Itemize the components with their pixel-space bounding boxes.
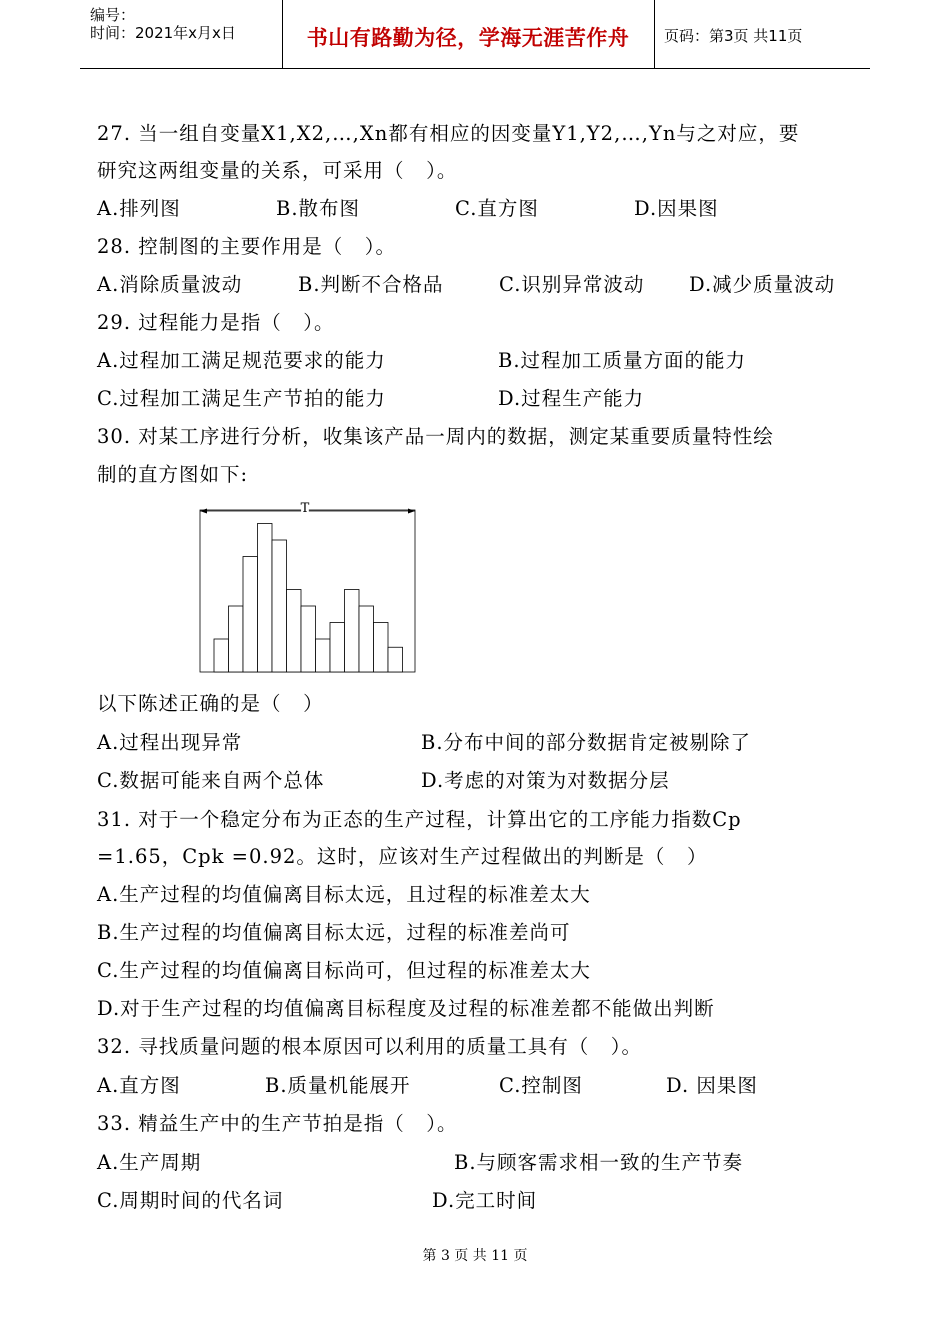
histogram-bar (345, 590, 360, 673)
q32-text: 32. 寻找质量问题的根本原因可以利用的质量工具有（ ）。 (97, 1035, 643, 1058)
q33-option-c: C.周期时间的代名词 (97, 1189, 284, 1212)
motto: 书山有路勤为径，学海无涯苦作舟 (306, 26, 630, 50)
histogram-bar (229, 606, 244, 672)
q27-option-c: C.直方图 (455, 197, 539, 220)
histogram-bars (214, 524, 403, 673)
q27-text-1: 27. 当一组自变量X1,X2,…,Xn都有相应的因变量Y1,Y2,…,Yn与之对应，要 (97, 122, 800, 145)
q31-option-d: D.对于生产过程的均值偏离目标程度及过程的标准差都不能做出判断 (97, 997, 715, 1020)
q32-option-c: C.控制图 (499, 1074, 583, 1097)
histogram-bar (214, 639, 229, 672)
q29-text: 29. 过程能力是指（ ）。 (97, 311, 335, 334)
histogram-bar (359, 606, 374, 672)
q30-stem: 以下陈述正确的是（ ） (97, 692, 324, 715)
q30-option-d: D.考虑的对策为对数据分层 (421, 769, 670, 792)
q29-option-d: D.过程生产能力 (498, 387, 645, 410)
histogram-bar (316, 639, 331, 672)
page-footer: 第 3 页 共 11 页 (422, 1248, 528, 1264)
q30-option-b: B.分布中间的部分数据肯定被剔除了 (421, 731, 752, 754)
histogram-bar (243, 557, 258, 673)
q27-option-a: A.排列图 (97, 197, 181, 220)
q30-option-a: A.过程出现异常 (97, 731, 243, 754)
histogram-bar (258, 524, 273, 673)
q28-option-a: A.消除质量波动 (97, 273, 243, 296)
histogram-bar (272, 540, 287, 672)
q31-option-b: B.生产过程的均值偏离目标太远，过程的标准差尚可 (97, 921, 571, 944)
histogram-bar (301, 606, 316, 672)
time-label: 时间：2021年x月x日 (90, 24, 236, 42)
q29-option-b: B.过程加工质量方面的能力 (498, 349, 747, 372)
q33-option-a: A.生产周期 (97, 1151, 202, 1174)
q28-option-d: D.减少质量波动 (689, 273, 836, 296)
q30-text-1: 30. 对某工序进行分析，收集该产品一周内的数据，测定某重要质量特性绘 (97, 425, 774, 448)
q32-option-b: B.质量机能展开 (265, 1074, 411, 1097)
q30-text-2: 制的直方图如下: (97, 463, 249, 486)
header-page-cell (654, 0, 870, 68)
q32-option-a: A.直方图 (97, 1074, 181, 1097)
q29-option-c: C.过程加工满足生产节拍的能力 (97, 387, 386, 410)
q31-option-c: C.生产过程的均值偏离目标尚可，但过程的标准差太大 (97, 959, 591, 982)
q31-text-2: =1.65，Cpk =0.92。这时，应该对生产过程做出的判断是（ ） (97, 845, 708, 868)
q27-text-2: 研究这两组变量的关系，可采用（ ）。 (97, 159, 458, 182)
q27-option-b: B.散布图 (276, 197, 361, 220)
q28-option-c: C.识别异常波动 (499, 273, 645, 296)
page-label: 页码：第3页 共11页 (664, 27, 803, 45)
histogram-bar (330, 623, 345, 673)
histogram-chart (190, 492, 430, 682)
chart-title-t: T (300, 501, 310, 516)
histogram-bar (287, 590, 302, 673)
histogram-bar (388, 647, 403, 672)
q33-option-b: B.与顾客需求相一致的生产节奏 (454, 1151, 744, 1174)
q27-option-d: D.因果图 (634, 197, 719, 220)
arrow-head-right (408, 509, 415, 514)
q29-option-a: A.过程加工满足规范要求的能力 (97, 349, 386, 372)
header-motto-cell (282, 0, 655, 68)
q31-text-1: 31. 对于一个稳定分布为正态的生产过程，计算出它的工序能力指数Cp (97, 808, 742, 831)
q33-text: 33. 精益生产中的生产节拍是指（ ）。 (97, 1112, 458, 1135)
header-left-cell (80, 0, 283, 68)
arrow-head-left (200, 509, 207, 514)
q28-option-b: B.判断不合格品 (298, 273, 444, 296)
q28-text: 28. 控制图的主要作用是（ ）。 (97, 235, 397, 258)
q32-option-d: D. 因果图 (666, 1074, 758, 1097)
number-label: 编号： (90, 6, 136, 24)
q31-option-a: A.生产过程的均值偏离目标太远，且过程的标准差太大 (97, 883, 591, 906)
page-header (80, 0, 870, 69)
q33-option-d: D.完工时间 (432, 1189, 538, 1212)
q30-option-c: C.数据可能来自两个总体 (97, 769, 325, 792)
histogram-bar (374, 623, 389, 673)
